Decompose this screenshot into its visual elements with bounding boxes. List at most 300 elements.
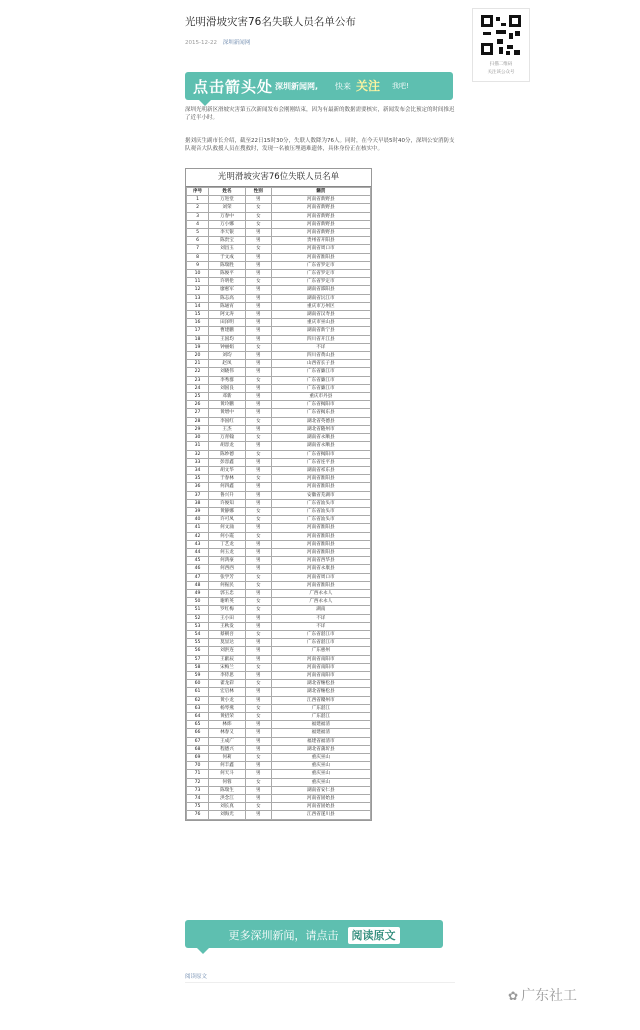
cell-index: 59 xyxy=(187,671,209,679)
cell-name: 赵凤 xyxy=(209,360,246,368)
cell-gender: 女 xyxy=(245,343,271,351)
cta-arrow-icon xyxy=(196,947,210,954)
table-row xyxy=(187,302,371,310)
cell-name: 彭容鑫 xyxy=(209,458,246,466)
cell-origin: 广东省汕头市 xyxy=(271,516,370,524)
cell-name: 阿文涛 xyxy=(209,311,246,319)
cell-origin: 湖北省蒲圻县 xyxy=(271,745,370,753)
table-row xyxy=(187,598,371,606)
cell-gender: 男 xyxy=(245,721,271,729)
cell-origin: 湖南省汉寿县 xyxy=(271,311,370,319)
cell-gender: 女 xyxy=(245,204,271,212)
cell-index: 76 xyxy=(187,811,209,819)
cell-origin: 河南省淮阳县 xyxy=(271,475,370,483)
cell-origin: 河南省周口市 xyxy=(271,245,370,253)
table-row xyxy=(187,335,371,343)
cell-gender: 女 xyxy=(245,434,271,442)
cell-name: 何蓉 xyxy=(209,778,246,786)
cell-name: 邓新 xyxy=(209,393,246,401)
table-row xyxy=(187,729,371,737)
cell-name: 何四鑫 xyxy=(209,483,246,491)
cell-name: 万进堂 xyxy=(209,196,246,204)
cell-origin: 河南省新野县 xyxy=(271,229,370,237)
table-row xyxy=(187,811,371,819)
cell-name: 黄静娜 xyxy=(209,507,246,515)
cell-name: 黄招荣 xyxy=(209,713,246,721)
qr-code-icon xyxy=(481,15,521,55)
cell-index: 75 xyxy=(187,803,209,811)
cell-gender: 女 xyxy=(245,778,271,786)
cell-name: 何文涌 xyxy=(209,524,246,532)
table-row xyxy=(187,294,371,302)
cell-name: 胡容龙 xyxy=(209,442,246,450)
table-row xyxy=(187,745,371,753)
cell-gender: 女 xyxy=(245,754,271,762)
cell-index: 24 xyxy=(187,384,209,392)
read-original-button[interactable]: 阅读原文 xyxy=(348,927,400,944)
cell-origin: 福建省福清市 xyxy=(271,737,370,745)
cell-gender: 女 xyxy=(245,573,271,581)
cell-origin: 广东省罗定市 xyxy=(271,278,370,286)
table-row xyxy=(187,286,371,294)
cell-name: 罗红梅 xyxy=(209,606,246,614)
cell-origin: 河南省西华县 xyxy=(271,557,370,565)
cell-name: 王秋发 xyxy=(209,622,246,630)
cell-name: 何振民 xyxy=(209,581,246,589)
article-date: 2015-12-22 xyxy=(185,40,217,46)
cell-gender: 男 xyxy=(245,483,271,491)
cell-origin: 湖南省永顺县 xyxy=(271,442,370,450)
cell-index: 57 xyxy=(187,655,209,663)
cell-index: 72 xyxy=(187,778,209,786)
cell-gender: 男 xyxy=(245,319,271,327)
cell-name: 何天斗 xyxy=(209,770,246,778)
table-row xyxy=(187,647,371,655)
cell-gender: 男 xyxy=(245,696,271,704)
table-row xyxy=(187,573,371,581)
watermark xyxy=(508,985,577,1005)
table-row xyxy=(187,565,371,573)
table-row xyxy=(187,737,371,745)
cell-gender: 男 xyxy=(245,270,271,278)
table-row xyxy=(187,425,371,433)
cell-index: 16 xyxy=(187,319,209,327)
cell-name: 刘荣 xyxy=(209,204,246,212)
banner-come: 快来 xyxy=(335,82,351,91)
cell-gender: 男 xyxy=(245,442,271,450)
cell-index: 34 xyxy=(187,466,209,474)
cell-index: 51 xyxy=(187,606,209,614)
cell-gender: 女 xyxy=(245,680,271,688)
cell-index: 13 xyxy=(187,294,209,302)
table-row xyxy=(187,360,371,368)
cell-index: 71 xyxy=(187,770,209,778)
table-row xyxy=(187,606,371,614)
table-row xyxy=(187,196,371,204)
cell-index: 29 xyxy=(187,425,209,433)
cell-gender: 男 xyxy=(245,327,271,335)
cell-gender: 男 xyxy=(245,466,271,474)
article-source-link[interactable]: 深圳新闻网 xyxy=(222,40,251,46)
cell-index: 64 xyxy=(187,713,209,721)
cell-origin: 重庆巫山 xyxy=(271,762,370,770)
cell-name: 许俊知 xyxy=(209,499,246,507)
cell-index: 32 xyxy=(187,450,209,458)
cell-index: 4 xyxy=(187,220,209,228)
cell-index: 12 xyxy=(187,286,209,294)
cell-origin: 河南省淮阳县 xyxy=(271,524,370,532)
read-more-banner[interactable] xyxy=(185,920,443,948)
cell-gender: 男 xyxy=(245,565,271,573)
cell-origin: 安徽省芜湖市 xyxy=(271,491,370,499)
cell-name: 何丰鑫 xyxy=(209,762,246,770)
cell-origin: 湖北省缠松县 xyxy=(271,688,370,696)
cell-gender: 女 xyxy=(245,220,271,228)
table-row xyxy=(187,704,371,712)
cell-index: 7 xyxy=(187,245,209,253)
table-row xyxy=(187,442,371,450)
cell-name: 林春又 xyxy=(209,729,246,737)
cell-origin: 河南省永康县 xyxy=(271,565,370,573)
cell-origin: 重庆巫山 xyxy=(271,770,370,778)
cell-origin: 不详 xyxy=(271,622,370,630)
cell-origin: 重庆市巫山县 xyxy=(271,319,370,327)
cell-index: 68 xyxy=(187,745,209,753)
cell-index: 2 xyxy=(187,204,209,212)
cell-gender: 男 xyxy=(245,622,271,630)
cell-name: 郭玉忠 xyxy=(209,589,246,597)
cell-origin: 广西永永人 xyxy=(271,589,370,597)
cell-name: 刘均 xyxy=(209,352,246,360)
article-meta xyxy=(185,38,455,46)
follow-banner[interactable] xyxy=(185,72,453,100)
article-paragraph-2: 据刘庆生副市长介绍，截至22日15时30分，失联人数降为76人。同时，在今天早晨5时40分，深圳公安消防支队观音大队救援人员在搜救时，发现一名被压埋遇难遗体，具体身份正在核实中。 xyxy=(185,138,455,152)
cell-index: 39 xyxy=(187,507,209,515)
cell-gender: 男 xyxy=(245,614,271,622)
cell-origin: 江西省赣州市 xyxy=(271,696,370,704)
cell-origin: 广西永永人 xyxy=(271,598,370,606)
cell-index: 28 xyxy=(187,417,209,425)
cell-index: 45 xyxy=(187,557,209,565)
table-row xyxy=(187,688,371,696)
cell-index: 10 xyxy=(187,270,209,278)
cell-name: 黄玲鹏 xyxy=(209,401,246,409)
cell-index: 65 xyxy=(187,721,209,729)
missing-persons-table xyxy=(185,168,372,821)
divider xyxy=(185,982,455,983)
table-row xyxy=(187,639,371,647)
table-row xyxy=(187,384,371,392)
cell-origin: 河南省南阳市 xyxy=(271,671,370,679)
cell-name: 李天银 xyxy=(209,229,246,237)
qr-card xyxy=(472,8,530,82)
cell-name: 林炜 xyxy=(209,721,246,729)
cell-index: 53 xyxy=(187,622,209,630)
cell-index: 33 xyxy=(187,458,209,466)
table-row xyxy=(187,450,371,458)
cell-origin: 广东省揭东县 xyxy=(271,409,370,417)
cell-index: 14 xyxy=(187,302,209,310)
table-row xyxy=(187,655,371,663)
cell-name: 陈通宵 xyxy=(209,302,246,310)
cell-name: 宏启林 xyxy=(209,688,246,696)
table-row xyxy=(187,212,371,220)
cell-name: 胡文华 xyxy=(209,466,246,474)
table-body xyxy=(187,196,371,819)
cell-origin: 广东湛江 xyxy=(271,713,370,721)
cell-gender: 男 xyxy=(245,499,271,507)
cell-gender: 男 xyxy=(245,655,271,663)
cell-name: 陈妙德 xyxy=(209,450,246,458)
cell-gender: 男 xyxy=(245,335,271,343)
table-row xyxy=(187,458,371,466)
table-row xyxy=(187,475,371,483)
cell-name: 何鸿豪 xyxy=(209,557,246,565)
cell-gender: 男 xyxy=(245,425,271,433)
cell-origin: 江西省遂川县 xyxy=(271,811,370,819)
cell-gender: 男 xyxy=(245,524,271,532)
watermark-text: 广东社工 xyxy=(521,988,578,1004)
cell-index: 8 xyxy=(187,253,209,261)
cell-name: 黄小龙 xyxy=(209,696,246,704)
cell-name: 万青翰 xyxy=(209,434,246,442)
cell-index: 50 xyxy=(187,598,209,606)
article-title: 光明滑坡灾害76名失联人员名单公布 xyxy=(185,16,356,28)
cell-origin: 湖南省安仁县 xyxy=(271,786,370,794)
table-row xyxy=(187,253,371,261)
cell-gender: 男 xyxy=(245,729,271,737)
banner-click-arrow-text: 点击箭头处 xyxy=(193,78,274,96)
cell-name: 李国红 xyxy=(209,417,246,425)
cell-gender: 女 xyxy=(245,581,271,589)
cell-index: 3 xyxy=(187,212,209,220)
cell-name: 程德兴 xyxy=(209,745,246,753)
cell-name: 陈瑞生 xyxy=(209,786,246,794)
cell-origin: 广东省汕头市 xyxy=(271,507,370,515)
cell-gender: 男 xyxy=(245,786,271,794)
cell-origin: 广东省揭阳市 xyxy=(271,401,370,409)
cell-origin: 湖南省永顺县 xyxy=(271,434,370,442)
table-row xyxy=(187,220,371,228)
col-header-name: 姓名 xyxy=(209,188,246,196)
cell-index: 38 xyxy=(187,499,209,507)
cell-origin: 广东省湛江市 xyxy=(271,630,370,638)
cell-gender: 男 xyxy=(245,360,271,368)
table-row xyxy=(187,278,371,286)
table-row xyxy=(187,409,371,417)
cell-name: 黄增中 xyxy=(209,409,246,417)
cell-origin: 广东省罗定市 xyxy=(271,270,370,278)
cell-gender: 男 xyxy=(245,589,271,597)
cell-origin: 广东省廉江市 xyxy=(271,368,370,376)
cell-gender: 女 xyxy=(245,704,271,712)
cell-name: 万春中 xyxy=(209,212,246,220)
table-row xyxy=(187,368,371,376)
table-row xyxy=(187,401,371,409)
table-row xyxy=(187,548,371,556)
read-original-link[interactable]: 阅读原文 xyxy=(185,974,208,980)
banner-arrow-icon xyxy=(198,99,212,106)
banner-brand: 深圳新闻网, xyxy=(275,82,319,91)
cell-index: 74 xyxy=(187,795,209,803)
cell-index: 69 xyxy=(187,754,209,762)
cell-name: 何莉 xyxy=(209,754,246,762)
cell-gender: 男 xyxy=(245,770,271,778)
cell-name: 丁艺龙 xyxy=(209,540,246,548)
table-row xyxy=(187,795,371,803)
cell-gender: 男 xyxy=(245,745,271,753)
table-title: 光明滑坡灾害76位失联人员名单 xyxy=(186,169,371,187)
table-row xyxy=(187,499,371,507)
article-header xyxy=(185,14,455,46)
cell-index: 11 xyxy=(187,278,209,286)
cell-origin: 河南省新野县 xyxy=(271,220,370,228)
cell-gender: 男 xyxy=(245,237,271,245)
cell-origin: 河南省新野县 xyxy=(271,212,370,220)
table-row xyxy=(187,343,371,351)
cell-index: 15 xyxy=(187,311,209,319)
table-row xyxy=(187,557,371,565)
table-header-row xyxy=(187,188,371,196)
cell-index: 23 xyxy=(187,376,209,384)
cell-gender: 女 xyxy=(245,532,271,540)
table-row xyxy=(187,376,371,384)
cell-origin: 广东省廉江市 xyxy=(271,384,370,392)
cell-index: 60 xyxy=(187,680,209,688)
cell-name: 许明伦 xyxy=(209,278,246,286)
cell-origin: 湖北省随州市 xyxy=(271,425,370,433)
table-row xyxy=(187,204,371,212)
cell-name: 谢昕英 xyxy=(209,598,246,606)
cell-origin: 广东省廉江市 xyxy=(271,376,370,384)
cell-name: 刘国良 xyxy=(209,384,246,392)
cell-gender: 女 xyxy=(245,606,271,614)
cell-index: 67 xyxy=(187,737,209,745)
cell-name: 鲁兴升 xyxy=(209,491,246,499)
cell-index: 42 xyxy=(187,532,209,540)
table-row xyxy=(187,713,371,721)
cell-index: 70 xyxy=(187,762,209,770)
cell-index: 30 xyxy=(187,434,209,442)
cell-gender: 男 xyxy=(245,401,271,409)
cell-gender: 女 xyxy=(245,516,271,524)
cell-name: 王小田 xyxy=(209,614,246,622)
cell-name: 钟丽娟 xyxy=(209,343,246,351)
cell-index: 44 xyxy=(187,548,209,556)
cell-name: 宋梅兰 xyxy=(209,663,246,671)
cell-origin: 湖南省祁东县 xyxy=(271,466,370,474)
cell-origin: 重庆市丹县 xyxy=(271,393,370,401)
cell-index: 63 xyxy=(187,704,209,712)
cell-origin: 广东省连平县 xyxy=(271,458,370,466)
table-grid xyxy=(186,187,371,820)
cell-index: 66 xyxy=(187,729,209,737)
cell-gender: 男 xyxy=(245,737,271,745)
table-row xyxy=(187,762,371,770)
table-row xyxy=(187,311,371,319)
table-row xyxy=(187,786,371,794)
cell-name: 刘洪连 xyxy=(209,647,246,655)
cell-origin: 河南省南阳市 xyxy=(271,655,370,663)
table-row xyxy=(187,229,371,237)
cell-name: 王国均 xyxy=(209,335,246,343)
cell-index: 6 xyxy=(187,237,209,245)
cell-gender: 男 xyxy=(245,196,271,204)
table-row xyxy=(187,754,371,762)
cell-index: 43 xyxy=(187,540,209,548)
cell-index: 61 xyxy=(187,688,209,696)
cell-gender: 女 xyxy=(245,475,271,483)
table-row xyxy=(187,614,371,622)
cell-gender: 男 xyxy=(245,491,271,499)
cell-name: 杨琴燕 xyxy=(209,704,246,712)
cell-origin: 广东省罗定市 xyxy=(271,261,370,269)
cell-gender: 男 xyxy=(245,458,271,466)
cell-index: 47 xyxy=(187,573,209,581)
cell-origin: 河南省周口市 xyxy=(271,573,370,581)
cell-origin: 广东惠州 xyxy=(271,647,370,655)
cell-gender: 男 xyxy=(245,639,271,647)
cell-gender: 男 xyxy=(245,286,271,294)
cell-name: 刘昌玉 xyxy=(209,245,246,253)
col-header-index: 序号 xyxy=(187,188,209,196)
col-header-origin: 籍贯 xyxy=(271,188,370,196)
cell-name: 何玉龙 xyxy=(209,548,246,556)
cell-index: 35 xyxy=(187,475,209,483)
cell-origin: 湖北省缠松县 xyxy=(271,680,370,688)
cell-gender: 男 xyxy=(245,795,271,803)
cell-name: 何西西 xyxy=(209,565,246,573)
cell-name: 刘晓伟 xyxy=(209,368,246,376)
cell-gender: 男 xyxy=(245,540,271,548)
wechat-icon: ✿ xyxy=(508,989,519,1003)
table-row xyxy=(187,671,371,679)
cell-origin: 不详 xyxy=(271,614,370,622)
cell-name: 廖惠军 xyxy=(209,286,246,294)
cell-gender: 女 xyxy=(245,803,271,811)
article-paragraph-1: 深圳光明新区滑坡灾害第五次新闻发布会刚刚结束，因为有最新的数据需要核实，新闻发布会比预定的时间推迟了近半小时。 xyxy=(185,107,455,121)
col-header-gender: 性别 xyxy=(245,188,271,196)
cell-gender: 男 xyxy=(245,352,271,360)
cell-origin: 河南省南阳市 xyxy=(271,663,370,671)
table-row xyxy=(187,516,371,524)
cta-text: 更多深圳新闻，请点击 xyxy=(228,929,339,942)
cell-gender: 男 xyxy=(245,647,271,655)
cell-origin: 河南省淮阳县 xyxy=(271,548,370,556)
cell-index: 31 xyxy=(187,442,209,450)
cell-index: 20 xyxy=(187,352,209,360)
table-row xyxy=(187,352,371,360)
cell-index: 56 xyxy=(187,647,209,655)
cell-origin: 贵州省开阳县 xyxy=(271,237,370,245)
cell-name: 田泽明 xyxy=(209,319,246,327)
cell-origin: 四川省开江县 xyxy=(271,335,370,343)
table-row xyxy=(187,696,371,704)
table-row xyxy=(187,721,371,729)
cell-origin: 重庆巫山 xyxy=(271,754,370,762)
cell-name: 刘海光 xyxy=(209,811,246,819)
cell-gender: 女 xyxy=(245,212,271,220)
cell-name: 许可凤 xyxy=(209,516,246,524)
table-row xyxy=(187,589,371,597)
table-row xyxy=(187,417,371,425)
cell-gender: 男 xyxy=(245,229,271,237)
table-row xyxy=(187,237,371,245)
cell-name: 王献辰 xyxy=(209,655,246,663)
cell-origin: 广东省湛江市 xyxy=(271,639,370,647)
cell-gender: 女 xyxy=(245,376,271,384)
table-row xyxy=(187,319,371,327)
